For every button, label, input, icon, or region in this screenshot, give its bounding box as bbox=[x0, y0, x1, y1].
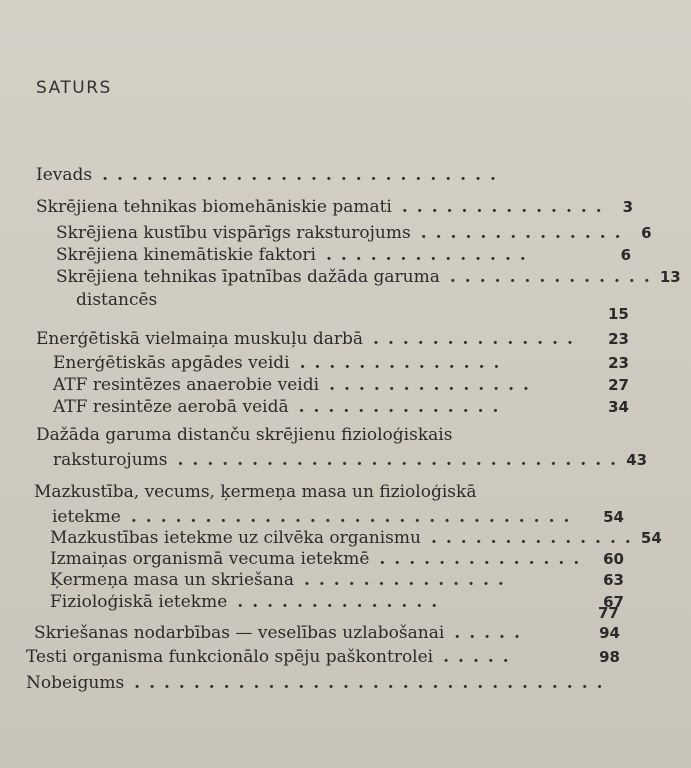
leader-dots: .............. bbox=[237, 592, 447, 612]
leader-dots: ..... bbox=[454, 623, 529, 643]
leader-dots: .............................. bbox=[177, 450, 626, 470]
toc-entry-title: Fizioloģiskā ietekme bbox=[50, 592, 228, 612]
toc-entry-page: 6 bbox=[620, 246, 631, 264]
toc-entry bbox=[36, 424, 596, 446]
toc-entry-title: Mazkustības ietekme uz cilvēka organismu bbox=[50, 528, 421, 548]
leader-dots: .............. bbox=[449, 267, 659, 287]
contents-heading: SATURS bbox=[36, 78, 112, 98]
toc-entry-page: 34 bbox=[608, 398, 629, 416]
toc-entry-title: Ievads bbox=[36, 165, 93, 185]
toc-entry-title: ATF resintēzes anaerobie veidi bbox=[53, 375, 320, 395]
toc-entry-page: 3 bbox=[622, 198, 633, 216]
toc-entry bbox=[50, 569, 624, 591]
toc-entry-title: ATF resintēze aerobā veidā bbox=[53, 397, 289, 417]
toc-entry-page: 27 bbox=[608, 376, 629, 394]
toc-entry bbox=[56, 266, 681, 288]
toc-entry-page: 67 bbox=[603, 593, 624, 611]
leader-dots: .............. bbox=[420, 223, 630, 243]
toc-entry-title: Enerģētiskā vielmaiņa muskuļu darbā bbox=[36, 329, 364, 349]
toc-entry bbox=[53, 449, 648, 471]
toc-entry-page: 54 bbox=[603, 508, 624, 526]
toc-entry-title: Testi organisma funkcionālo spēju paškontrolei bbox=[26, 647, 434, 667]
leader-dots: .............................. bbox=[130, 507, 579, 527]
toc-entry-title: Skrējiena tehnikas biomehāniskie pamati bbox=[36, 197, 392, 217]
toc-entry-page: 43 bbox=[626, 451, 648, 469]
toc-entry-title: Izmaiņas organismā vecuma ietekmē bbox=[50, 549, 370, 569]
toc-entry bbox=[50, 591, 624, 613]
toc-entry bbox=[34, 481, 604, 503]
toc-entry bbox=[36, 328, 629, 350]
leader-dots: .............. bbox=[401, 197, 611, 217]
toc-entry bbox=[53, 396, 629, 418]
toc-entry-page: 63 bbox=[603, 571, 624, 589]
toc-entry-title: Enerģētiskās apgādes veidi bbox=[53, 353, 290, 373]
toc-entry bbox=[52, 506, 624, 528]
toc-entry-title: Dažāda garuma distanču skrējienu fizioloģiskais bbox=[36, 425, 453, 445]
toc-entry-title: raksturojums bbox=[53, 450, 168, 470]
toc-entry bbox=[53, 374, 629, 396]
toc-entry-page: 13 bbox=[659, 268, 681, 286]
toc-entry-page: 54 bbox=[640, 529, 662, 547]
toc-entry-title: ietekme bbox=[52, 507, 121, 527]
toc-entry bbox=[56, 244, 631, 266]
toc-entry-page: 60 bbox=[603, 550, 624, 568]
toc-entry bbox=[76, 289, 630, 311]
toc-entry-page: 77 bbox=[598, 604, 619, 622]
toc-entry-title: Skrējiena kustību vispārīgs raksturojums bbox=[56, 223, 411, 243]
toc-entry-title: Skriešanas nodarbības — veselības uzlabošanai bbox=[34, 623, 445, 643]
toc-entry-title: distancēs bbox=[76, 290, 158, 310]
toc-entry bbox=[50, 527, 662, 549]
leader-dots: .............. bbox=[299, 353, 509, 373]
leader-dots: .............. bbox=[430, 528, 640, 548]
toc-entry-title: Skrējiena tehnikas īpatnības dažāda garuma bbox=[56, 267, 440, 287]
toc-entry-page: 98 bbox=[599, 648, 620, 666]
toc-entry-page: 23 bbox=[608, 354, 629, 372]
leader-dots: ..... bbox=[443, 647, 518, 667]
toc-entry-title: Ķermeņa masa un skriešana bbox=[50, 570, 294, 590]
toc-entry bbox=[36, 196, 633, 218]
leader-dots: .............. bbox=[329, 375, 538, 395]
toc-entry bbox=[36, 164, 636, 186]
leader-dots: ........................... bbox=[102, 165, 505, 185]
toc-entry bbox=[50, 548, 624, 570]
leader-dots: .............. bbox=[303, 570, 513, 590]
toc-entry bbox=[26, 672, 616, 694]
toc-entry bbox=[53, 352, 629, 374]
toc-entry-page: 23 bbox=[608, 330, 629, 348]
toc-entry-page: 15 bbox=[608, 305, 629, 323]
toc-entry-title: Mazkustība, vecums, ķermeņa masa un fizioloģiskā bbox=[34, 482, 477, 502]
toc-entry-page: 94 bbox=[599, 624, 620, 642]
toc-entry-title: Nobeigums bbox=[26, 673, 125, 693]
toc-entry bbox=[34, 622, 620, 644]
toc-entry bbox=[56, 222, 652, 244]
leader-dots: .............. bbox=[325, 245, 535, 265]
toc-entry bbox=[26, 646, 620, 668]
toc-entry-page: 6 bbox=[641, 224, 652, 242]
leader-dots: .............. bbox=[379, 549, 589, 569]
leader-dots: .............. bbox=[298, 397, 508, 417]
leader-dots: ................................ bbox=[134, 673, 612, 693]
toc-entry-title: Skrējiena kinemātiskie faktori bbox=[56, 245, 316, 265]
leader-dots: .............. bbox=[373, 329, 582, 349]
